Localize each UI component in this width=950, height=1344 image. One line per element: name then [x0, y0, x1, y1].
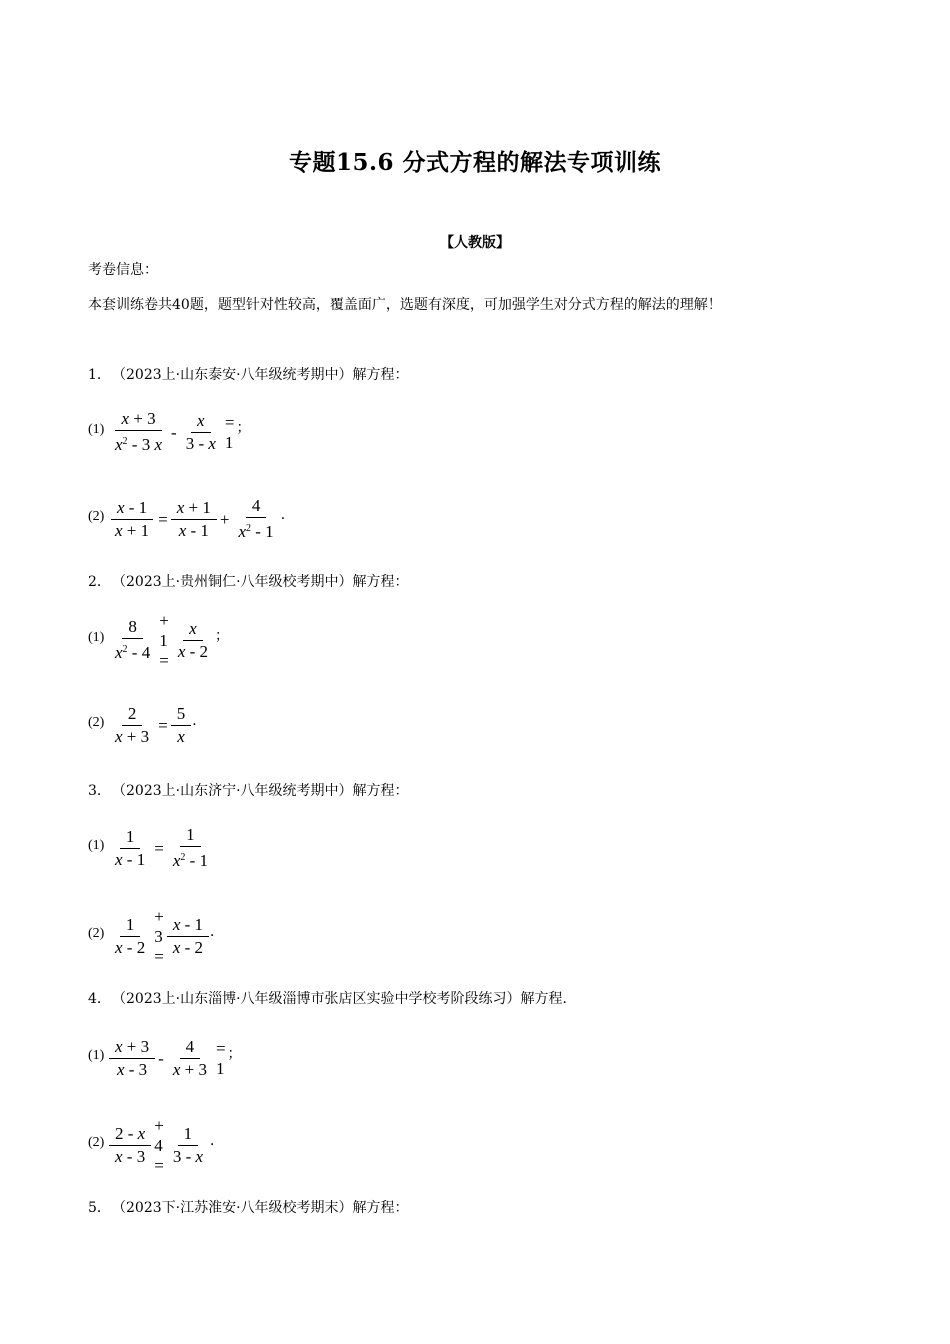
fraction: $\frac{1}{3 - x}$: [172, 1123, 204, 1166]
fraction: $\frac{8}{x^2 - 4}$: [115, 617, 151, 662]
equation: $\frac{x - 1}{x + 1}$ = $\frac{x + 1}{x - 1}$ + $\frac{4}{x^2 - 1}$ ．: [108, 495, 295, 543]
equation: $\frac{2 - x}{x - 3}$ + 4 = $\frac{1}{3 - x}$ ．: [108, 1121, 224, 1169]
question-number: 2．: [88, 574, 111, 590]
edition-label: 【人教版】: [440, 235, 510, 251]
equation-tail: ．: [210, 924, 225, 940]
equation: $\frac{1}{x - 1}$ = $\frac{1}{x^2 - 1}$: [108, 824, 215, 872]
part-label: (1): [88, 630, 105, 645]
equation-tail: ．: [210, 1133, 225, 1149]
question-source: （2023上·山东淄博·八年级淄博市张店区实验中学校考阶段练习）解方程．: [112, 991, 577, 1007]
info-label: 考卷信息：: [88, 262, 158, 278]
equation-tail: ．: [192, 713, 207, 729]
part-label: (2): [88, 715, 105, 730]
fraction: $\frac{4}{x + 3}$: [172, 1036, 207, 1079]
question-source: （2023上·贵州铜仁·八年级校考期中）解方程：: [112, 574, 409, 590]
fraction: $\frac{x + 1}{x - 1}$: [171, 497, 217, 542]
equation-tail: ；: [236, 420, 251, 436]
part-label: (2): [88, 926, 105, 941]
fraction: $\frac{4}{x^2 - 1}$: [238, 496, 274, 541]
equation: $\frac{8}{x^2 - 4}$ + 1 = $\frac{x}{x - 2}$ ；: [108, 616, 229, 664]
fraction: $\frac{x - 1}{x - 2}$: [167, 914, 209, 959]
question-4-header: [88, 988, 577, 1008]
fraction: $\frac{x + 3}{x - 3}$: [109, 1036, 155, 1081]
page-title: 专题15.6 分式方程的解法专项训练: [288, 149, 662, 176]
equation-tail: ．: [280, 507, 295, 523]
equation-tail: ；: [215, 628, 230, 644]
fraction: $\frac{5}{x}$: [171, 703, 192, 748]
question-5-header: [88, 1197, 409, 1217]
question-number: 5．: [88, 1200, 111, 1216]
question-number: 3．: [88, 783, 111, 799]
part-label: (2): [88, 509, 105, 524]
fraction: $\frac{1}{x - 2}$: [115, 914, 146, 957]
part-label: (1): [88, 1048, 105, 1063]
part-label: (2): [88, 1135, 105, 1150]
equation-tail: ；: [227, 1046, 242, 1062]
equation: $\frac{x + 3}{x^2 - 3 x}$ - $\frac{x}{3 - x}$ = 1 ；: [108, 408, 251, 456]
fraction: $\frac{1}{x^2 - 1}$: [172, 825, 209, 870]
fraction: $\frac{x - 1}{x + 1}$: [109, 497, 155, 542]
question-1-header: [88, 364, 409, 384]
part-label: (1): [88, 422, 105, 437]
fraction: $\frac{2}{x + 3}$: [115, 703, 150, 746]
equation: $\frac{x + 3}{x - 3}$ - $\frac{4}{x + 3}$ = 1 ；: [108, 1034, 242, 1082]
question-number: 1．: [88, 367, 111, 383]
fraction: $\frac{x}{3 - x}$: [185, 410, 216, 453]
question-3-header: [88, 780, 409, 800]
question-source: （2023上·山东泰安·八年级统考期中）解方程：: [112, 367, 409, 383]
fraction: $\frac{2 - x}{x - 3}$: [109, 1123, 151, 1168]
fraction: $\frac{1}{x - 1}$: [115, 826, 146, 869]
equation: $\frac{1}{x - 2}$ + 3 = $\frac{x - 1}{x - 2}$ ．: [108, 912, 224, 960]
question-source: （2023下·江苏淮安·八年级校考期末）解方程：: [112, 1200, 409, 1216]
question-source: （2023上·山东济宁·八年级统考期中）解方程：: [112, 783, 409, 799]
intro-text: 本套训练卷共40题，题型针对性较高，覆盖面广，选题有深度，可加强学生对分式方程的解法的理解！: [88, 297, 722, 313]
fraction: $\frac{x}{x - 2}$: [177, 618, 209, 661]
question-2-header: [88, 571, 409, 591]
part-label: (1): [88, 838, 105, 853]
equation: $\frac{2}{x + 3}$ = $\frac{5}{x}$ ．: [108, 701, 206, 749]
question-number: 4．: [88, 991, 111, 1007]
fraction: $\frac{x + 3}{x^2 - 3 x}$: [115, 409, 163, 454]
